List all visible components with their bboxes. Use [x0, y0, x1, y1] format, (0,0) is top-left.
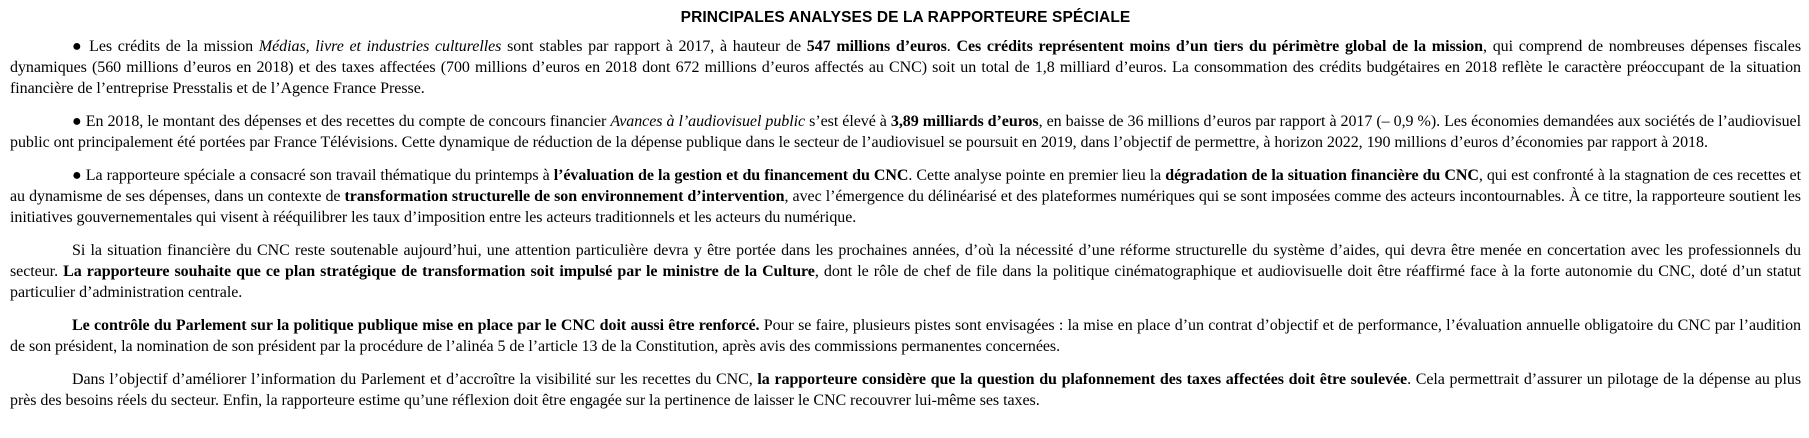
- text-run: Si la situation financière du CNC reste soutenable aujourd’hui, une attention particulière devra y être portée dans les prochaines années, d’où la nécessité d’une réforme structurelle du système d’aides, qui devra être menée en concertation avec les professionnels du secteur.: [10, 242, 1801, 280]
- text-run: s’est élevé à: [805, 113, 891, 130]
- italic-text: Avances à l’audiovisuel public: [610, 113, 806, 130]
- text-run: .: [946, 38, 957, 55]
- bold-text: dégradation de la situation financière du CNC: [1165, 167, 1479, 184]
- text-run: sont stables par rapport à 2017, à hauteur de: [501, 38, 807, 55]
- text-run: Les crédits de la mission: [89, 38, 259, 55]
- document-body: [10, 36, 1801, 411]
- bullet-icon: ●: [72, 38, 84, 55]
- bulleted-paragraph: [10, 165, 1801, 228]
- bullet-icon: ●: [72, 167, 82, 184]
- bold-text: 3,89 milliards d’euros: [890, 113, 1039, 130]
- text-run: , dont le rôle de chef de file dans la politique cinématographique et audiovisuelle doit être réaffirmé face à la forte autonomie du CNC, doté d’un statut particulier d’administration centrale.: [10, 263, 1801, 301]
- text-run: , avec l’émergence du délinéarisé et des plateformes numériques qui se sont imposées comme des acteurs incontournables. À ce titre, la rapporteure soutient les initiatives gouvernementales qui visent à rééquilibrer les taux d’imposition entre les acteurs traditionnels et les acteurs du numérique.: [10, 188, 1801, 226]
- bold-text: l’évaluation de la gestion et du financement du CNC: [553, 167, 909, 184]
- document-heading: PRINCIPALES ANALYSES DE LA RAPPORTEURE SPÉCIALE: [680, 9, 1131, 26]
- text-run: , qui est confronté à la stagnation de ces recettes et au dynamisme de ses dépenses, dans un contexte de: [10, 167, 1801, 205]
- bold-text: Ces crédits représentent moins d’un tiers du périmètre global de la mission: [956, 38, 1484, 55]
- bold-text: 547 millions d’euros: [806, 38, 947, 55]
- text-run: Dans l’objectif d’améliorer l’information du Parlement et d’accroître la visibilité sur les recettes du CNC,: [72, 371, 758, 388]
- text-run: . Cette analyse pointe en premier lieu la: [908, 167, 1166, 184]
- paragraph: [10, 369, 1801, 411]
- bulleted-paragraph: [10, 36, 1801, 99]
- text-run: Pour se faire, plusieurs pistes sont envisagées : la mise en place d’un contrat d’objectif et de performance, l’évaluation annuelle obligatoire du CNC par l’audition de son président, la nomination de son président par la procédure de l’alinéa 5 de l’article 13 de la Constitution, après avis des commissions permanentes concernées.: [10, 317, 1801, 355]
- italic-text: Médias, livre et industries culturelles: [258, 38, 502, 55]
- paragraph: [10, 240, 1801, 303]
- bullet-icon: ●: [72, 113, 82, 130]
- paragraph: [10, 315, 1801, 357]
- bold-text: La rapporteure souhaite que ce plan stratégique de transformation soit impulsé par le ministre de la Culture: [63, 263, 815, 280]
- text-run: En 2018, le montant des dépenses et des recettes du compte de concours financier: [85, 113, 611, 130]
- text-run: . Cela permettrait d’assurer un pilotage de la dépense au plus près des besoins réels du secteur. Enfin, la rapporteure estime qu’une réflexion doit être engagée sur la pertinence de laisser le CNC recouvrer lui-même ses taxes.: [10, 371, 1801, 409]
- text-run: La rapporteure spéciale a consacré son travail thématique du printemps à: [85, 167, 554, 184]
- bold-text: la rapporteure considère que la question du plafonnement des taxes affectées doit être soulevée: [757, 371, 1408, 388]
- bold-text: transformation structurelle de son environnement d’intervention: [344, 188, 785, 205]
- text-run: , en baisse de 36 millions d’euros par rapport à 2017 (– 0,9 %). Les économies demandées aux sociétés de l’audiovisuel public ont principalement été portées par France Télévisions. Cette dynamique de réduction de la dépense publique dans le secteur de l’audiovisuel se poursuit en 2019, dans l’objectif de permettre, à horizon 2022, 190 millions d’euros d’économies par rapport à 2018.: [10, 113, 1801, 151]
- text-run: , qui comprend de nombreuses dépenses fiscales dynamiques (560 millions d’euros en 2018) et des taxes affectées (700 millions d’euros en 2018 dont 672 millions d’euros affectés au CNC) soit un total de 1,8 milliard d’euros. La consommation des crédits budgétaires en 2018 reflète le caractère préoccupant de la situation financière de l’entreprise Presstalis et de l’Agence France Presse.: [10, 38, 1801, 97]
- bold-text: Le contrôle du Parlement sur la politique publique mise en place par le CNC doit aussi être renforcé.: [72, 317, 760, 334]
- bulleted-paragraph: [10, 111, 1801, 153]
